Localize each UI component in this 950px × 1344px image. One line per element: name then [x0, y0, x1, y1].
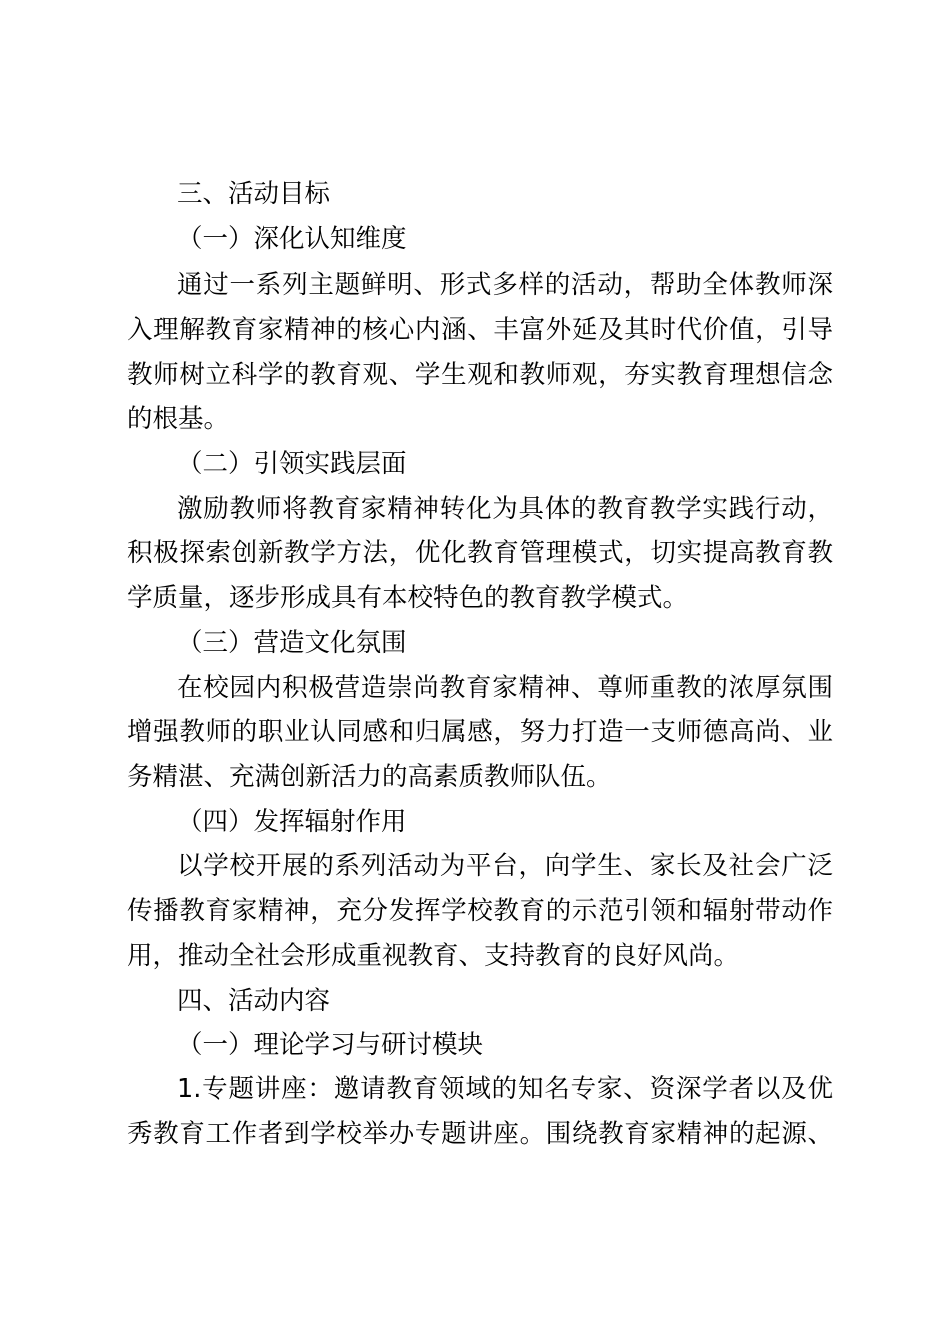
- paragraph-line: 传播教育家精神，充分发挥学校教育的示范引领和辐射带动作: [127, 896, 833, 926]
- paragraph-line: 务精湛、充满创新活力的高素质教师队伍。: [127, 762, 612, 792]
- subsection-heading: （一）深化认知维度: [177, 224, 407, 254]
- paragraph-line: 的根基。: [127, 404, 230, 434]
- paragraph-line: 秀教育工作者到学校举办专题讲座。围绕教育家精神的起源、: [127, 1119, 833, 1149]
- paragraph-line: 通过一系列主题鲜明、形式多样的活动，帮助全体教师深: [177, 270, 833, 300]
- paragraph-line: 用，推动全社会形成重视教育、支持教育的良好风尚。: [127, 941, 740, 971]
- paragraph-line: 增强教师的职业认同感和归属感，努力打造一支师德高尚、业: [127, 717, 833, 747]
- paragraph-line: 1.专题讲座：邀请教育领域的知名专家、资深学者以及优: [177, 1074, 833, 1104]
- paragraph-line: 学质量，逐步形成具有本校特色的教育教学模式。: [127, 583, 689, 613]
- paragraph-line: 在校园内积极营造崇尚教育家精神、尊师重教的浓厚氛围: [177, 673, 833, 703]
- subsection-heading: （一）理论学习与研讨模块: [177, 1030, 484, 1060]
- section-heading: 三、活动目标: [177, 179, 331, 209]
- paragraph-line: 入理解教育家精神的核心内涵、丰富外延及其时代价值，引导: [127, 315, 833, 345]
- subsection-heading: （二）引领实践层面: [177, 449, 407, 479]
- subsection-heading: （三）营造文化氛围: [177, 628, 407, 658]
- paragraph-line: 以学校开展的系列活动为平台，向学生、家长及社会广泛: [177, 851, 833, 881]
- section-heading: 四、活动内容: [177, 986, 331, 1016]
- subsection-heading: （四）发挥辐射作用: [177, 807, 407, 837]
- paragraph-line: 积极探索创新教学方法，优化教育管理模式，切实提高教育教: [127, 538, 833, 568]
- paragraph-line: 教师树立科学的教育观、学生观和教师观，夯实教育理想信念: [127, 360, 833, 390]
- paragraph-line: 激励教师将教育家精神转化为具体的教育教学实践行动，: [177, 494, 833, 524]
